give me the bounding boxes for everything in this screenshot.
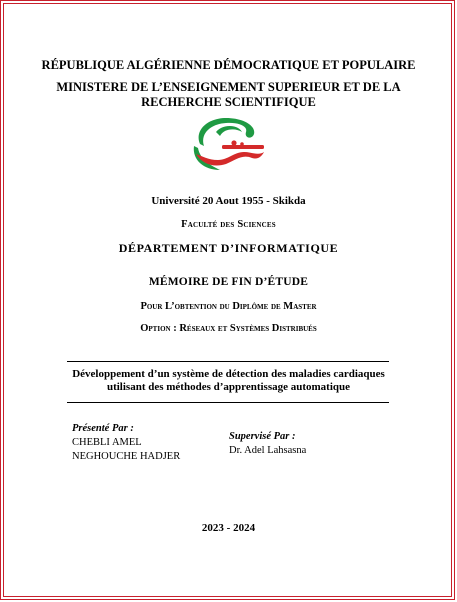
memoir-title: MÉMOIRE DE FIN D’ÉTUDE <box>148 276 309 288</box>
academic-year: 2023 - 2024 <box>201 522 256 534</box>
supervised-by-section <box>229 430 306 458</box>
university-name: Université 20 Aout 1955 - Skikda <box>151 195 306 207</box>
student-name: CHEBLI AMEL <box>72 437 142 448</box>
thesis-title-line-2: utilisant des méthodes d’apprentissage automatique <box>106 381 351 393</box>
faculty-name: Faculté des Sciences <box>181 219 276 230</box>
supervisor-name: Dr. Adel Lahsasna <box>229 445 307 456</box>
title-rule-bottom <box>67 402 389 403</box>
ministry-heading <box>0 80 457 110</box>
student-name: NEGHOUCHE HADJER <box>72 451 181 462</box>
supervised-by-label: Supervisé Par : <box>229 431 296 442</box>
department-name: DÉPARTEMENT D’INFORMATIQUE <box>118 241 339 255</box>
ministry-line-2: RECHERCHE SCIENTIFIQUE <box>141 95 316 109</box>
republic-heading: RÉPUBLIQUE ALGÉRIENNE DÉMOCRATIQUE ET POPULAIRE <box>41 58 416 72</box>
presented-by-section <box>72 422 180 464</box>
degree-option: Option : Réseaux et Systèmes Distribués <box>140 323 317 334</box>
thesis-title-line-1: Développement d’un système de détection des maladies cardiaques <box>72 368 385 380</box>
thesis-title <box>0 368 457 394</box>
ministry-line-1: MINISTERE DE L’ENSEIGNEMENT SUPERIEUR ET DE LA <box>56 80 401 94</box>
presented-by-label: Présenté Par : <box>72 423 134 434</box>
title-rule-top <box>67 361 389 362</box>
university-logo-icon <box>186 114 268 172</box>
degree-purpose: Pour L’obtention du Diplôme de Master <box>140 301 317 312</box>
